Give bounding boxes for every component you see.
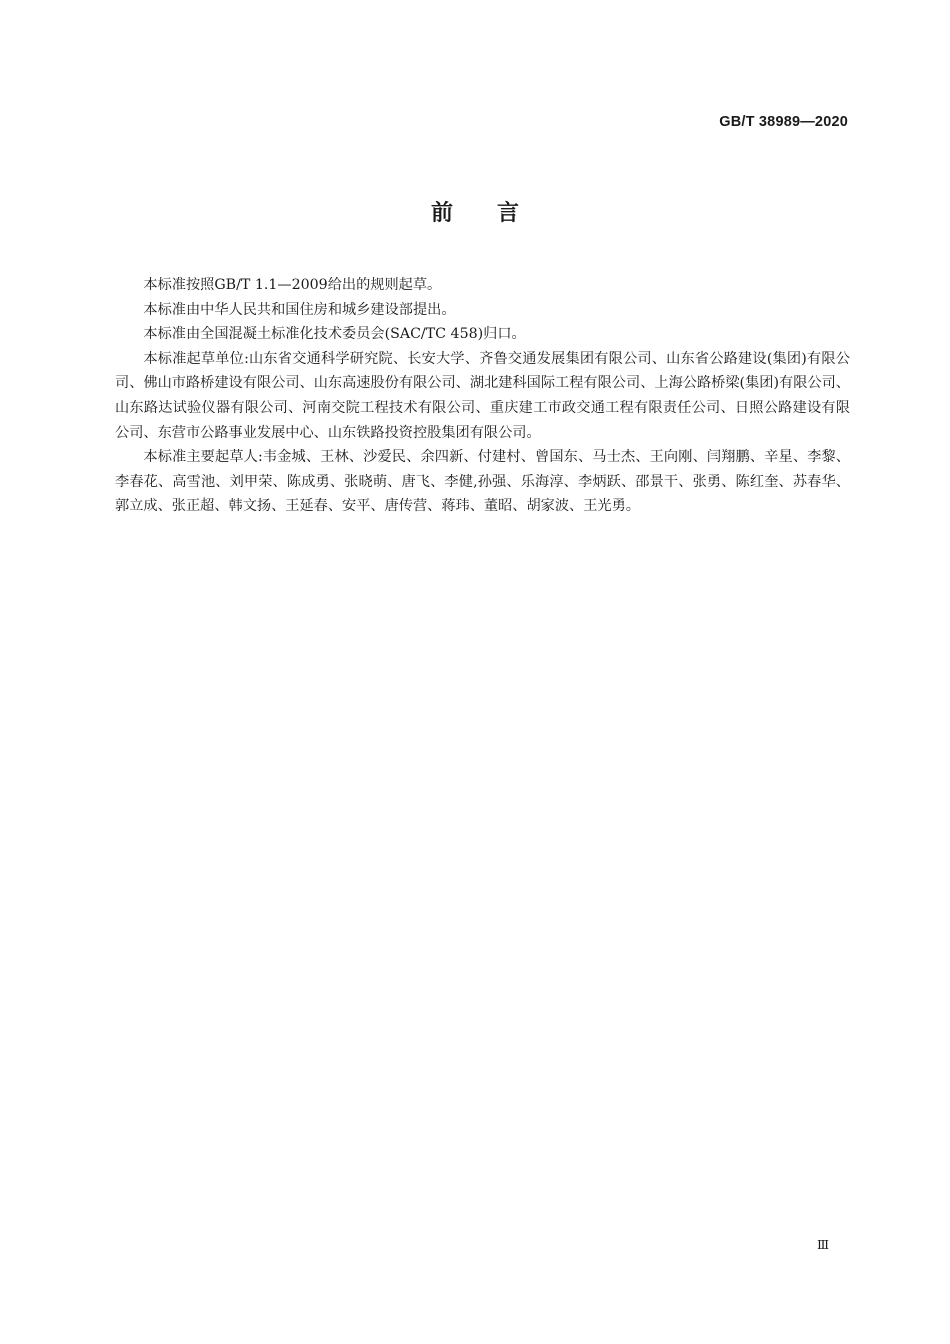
paragraph-drafting-rules: 本标准按照GB/T 1.1—2009给出的规则起草。: [143, 277, 442, 293]
foreword-body: [115, 273, 850, 519]
paragraph-drafting-units: 本标准起草单位:山东省交通科学研究院、长安大学、齐鲁交通发展集团有限公司、山东省公路建设(集团)有限公司、佛山市路桥建设有限公司、山东高速股份有限公司、湖北建科国际工程有限公司、上海公路桥梁(集团)有限公司、山东路达试验仪器有限公司、河南交院工程技术有限公司、重庆建工市政交通工程有限责任公司、日照公路建设有限公司、东营市公路事业发展中心、山东铁路投资控股集团有限公司。: [115, 350, 850, 441]
standard-number: GB/T 38989—2020: [719, 114, 848, 130]
paragraph-drafters: 本标准主要起草人:韦金城、王林、沙爱民、余四新、付建村、曾国东、马士杰、王向刚、闫翔鹏、辛星、李黎、李春花、高雪池、刘甲荣、陈成勇、张晓萌、唐飞、李健,孙强、乐海淳、李炳跃、邵景干、张勇、陈红奎、苏春华、郭立成、张正超、韩文扬、王延春、安平、唐传营、蒋玮、董昭、胡家波、王光勇。: [115, 449, 850, 515]
page-title: 前言: [430, 201, 563, 226]
page-number: Ⅲ: [816, 1237, 829, 1252]
paragraph-proposer: 本标准由中华人民共和国住房和城乡建设部提出。: [143, 301, 456, 318]
paragraph-committee: 本标准由全国混凝土标准化技术委员会(SAC/TC 458)归口。: [143, 326, 526, 343]
